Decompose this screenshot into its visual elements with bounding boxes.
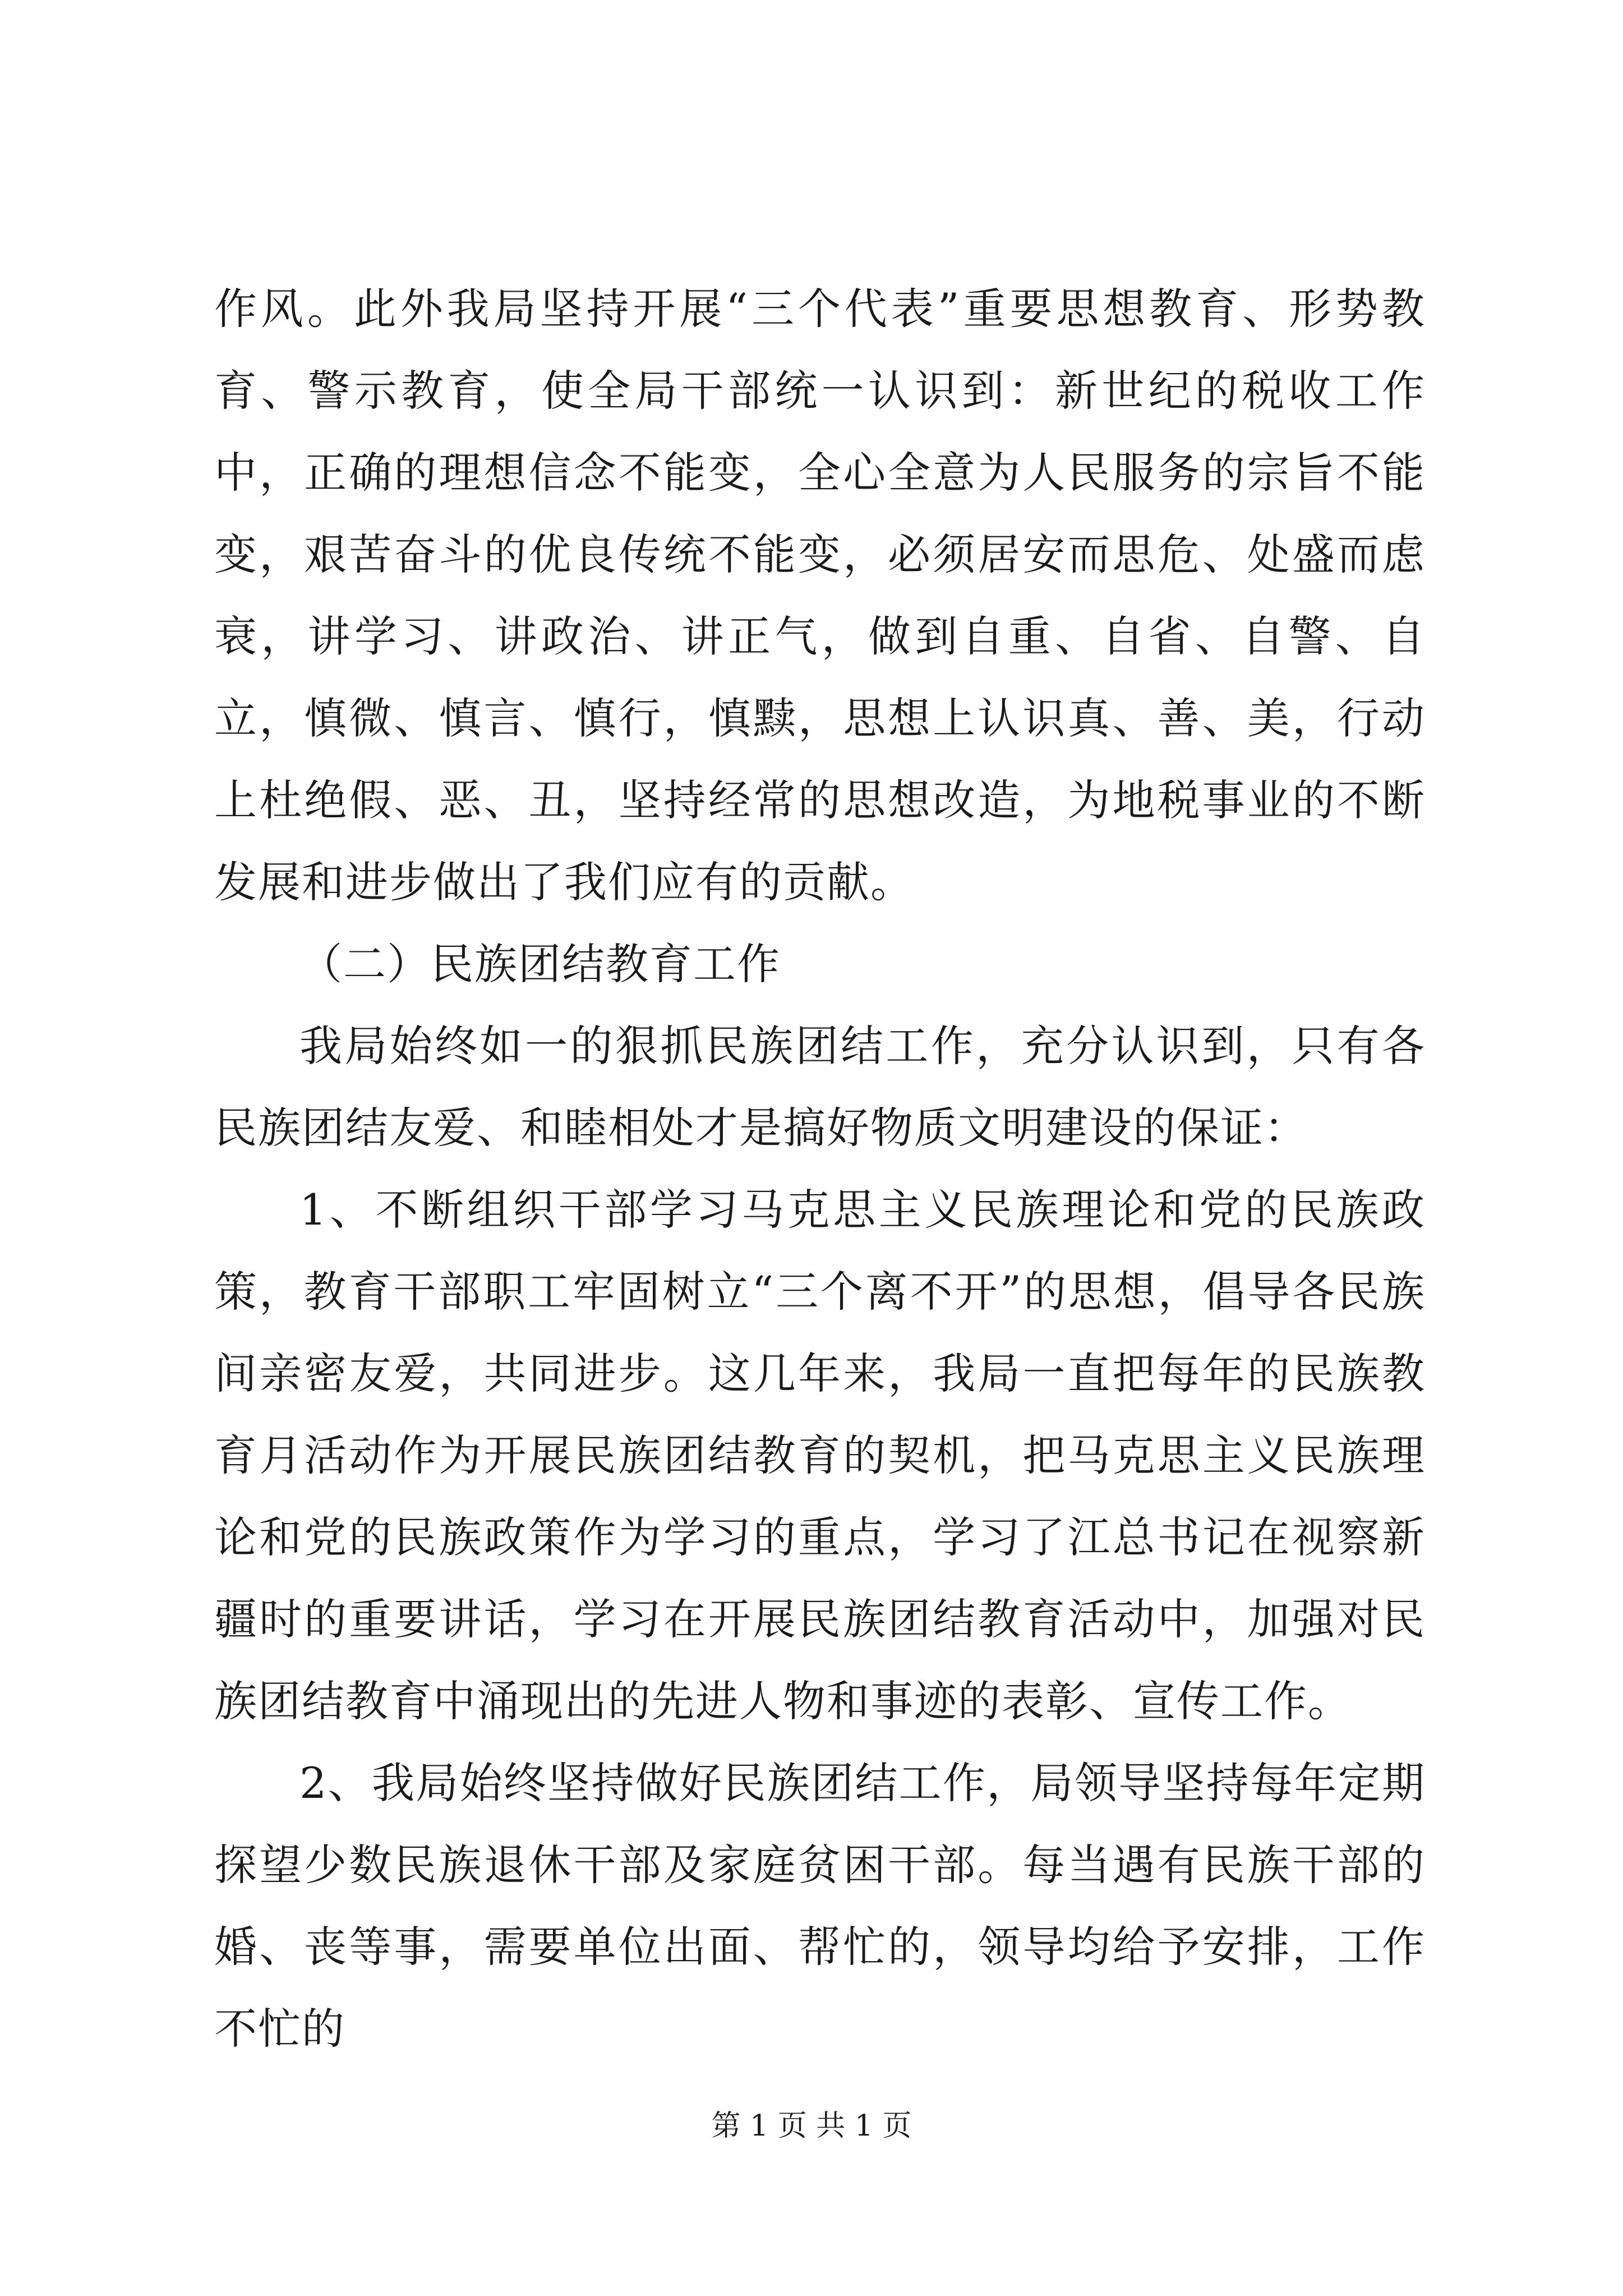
paragraph-item-1: 1、不断组织干部学习马克思主义民族理论和党的民族政策，教育干部职工牢固树立“三个离不开”的思想，倡导各民族间亲密友爱，共同进步。这几年来，我局一直把每年的民族教育月活动作为开展民族团结教育的契机，把马克思主义民族理论和党的民族政策作为学习的重点，学习了江总书记在视察新疆时的重要讲话，学习在开展民族团结教育活动中，加强对民族团结教育中涌现出的先进人物和事迹的表彰、宣传工作。 [214, 1185, 1426, 1726]
section-heading: （二）民族团结教育工作 [299, 939, 781, 989]
paragraph-intro: 我局始终如一的狠抓民族团结工作，充分认识到，只有各民族团结友爱、和睦相处才是搞好物质文明建设的保证： [214, 1021, 1426, 1153]
document-body [214, 268, 1426, 2070]
page-footer: 第 1 页 共 1 页 [711, 2109, 912, 2143]
paragraph-item-2: 2、我局始终坚持做好民族团结工作，局领导坚持每年定期探望少数民族退休干部及家庭贫困干部。每当遇有民族干部的婚、丧等事，需要单位出面、帮忙的，领导均给予安排，工作不忙的 [214, 1758, 1426, 2054]
paragraph-continuation: 作风。此外我局坚持开展“三个代表”重要思想教育、形势教育、警示教育，使全局干部统一认识到：新世纪的税收工作中，正确的理想信念不能变，全心全意为人民服务的宗旨不能变，艰苦奋斗的优良传统不能变，必须居安而思危、处盛而虑衰，讲学习、讲政治、讲正气，做到自重、自省、自警、自立，慎微、慎言、慎行，慎黩，思想上认识真、善、美，行动上杜绝假、恶、丑，坚持经常的思想改造，为地税事业的不断发展和进步做出了我们应有的贡献。 [214, 284, 1426, 907]
